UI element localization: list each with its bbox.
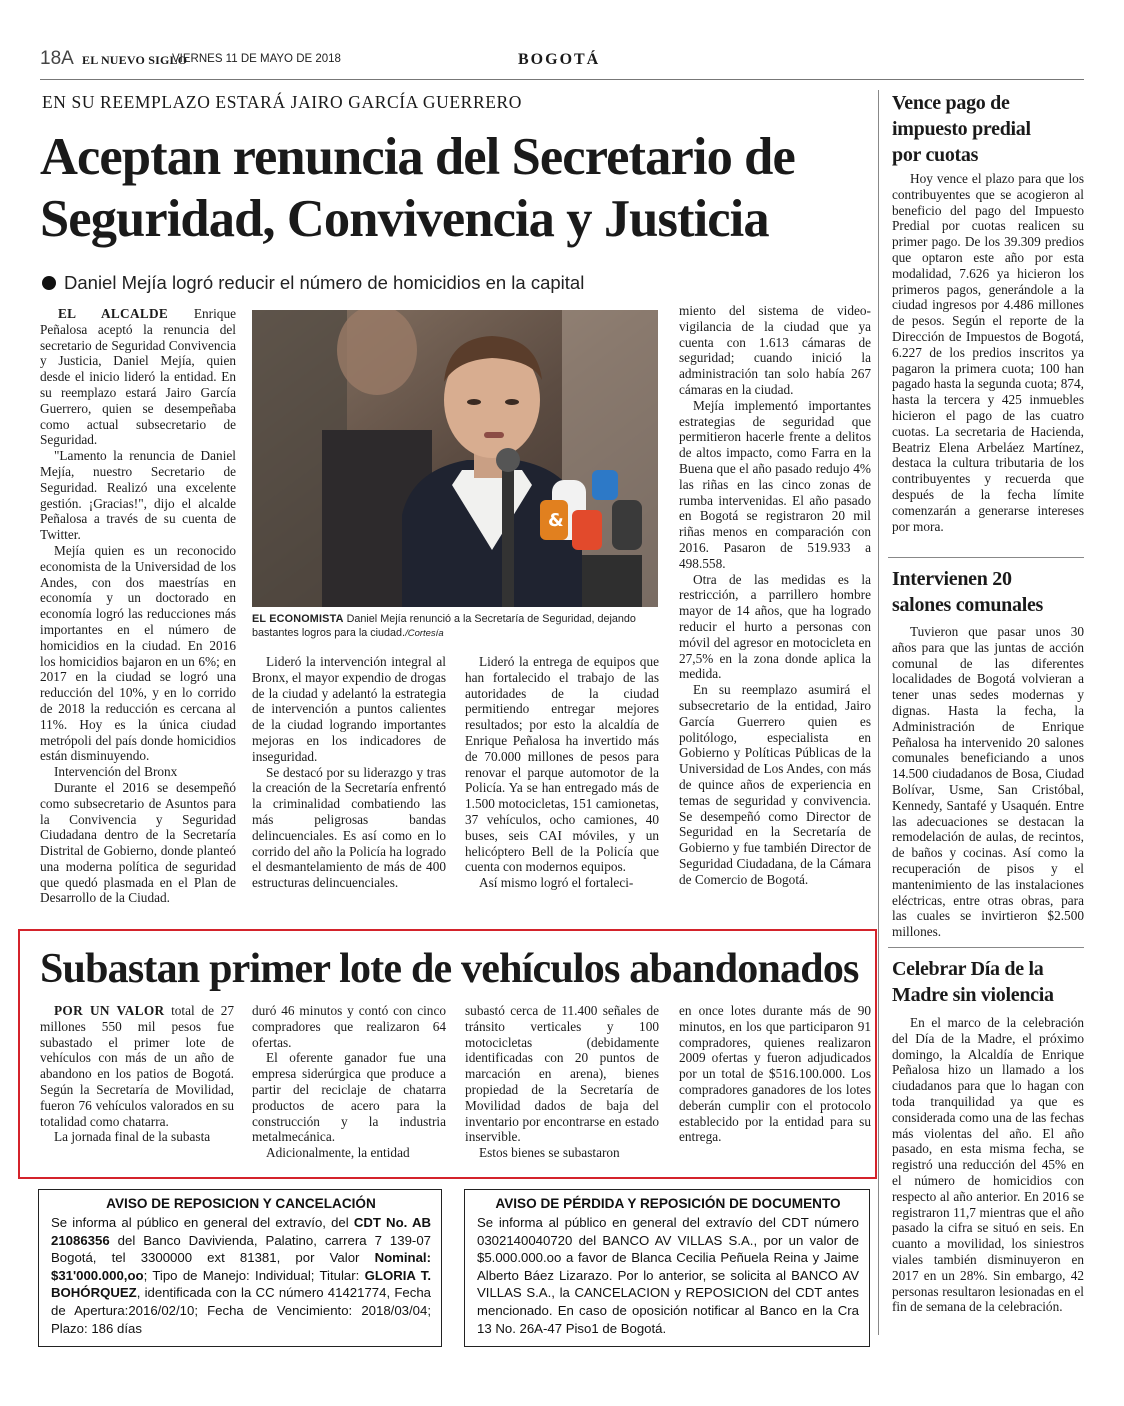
headline-line: Seguridad, Convivencia y Justicia (40, 190, 769, 248)
notice-text: , identificada con la CC número 41421774, Fecha de Apertura:2016/02/10; Fecha de Vencimiento: 2018/03/04; Plazo: 186 días (51, 1285, 431, 1336)
notice-text-bold: GLORIA T. BOHÓRQUEZ (51, 1267, 431, 1301)
sidebar-body-salones (892, 624, 1084, 940)
paragraph-text: total de 27 millones 550 mil pesos fue subastado el primer lote de vehículos con más de un año de abandono en los patios de Bogotá. Según la Secretaría de Movilidad, fueron 76 vehículos valorados en su totalidad como chatarra. (40, 1003, 234, 1129)
notice-body (51, 1214, 431, 1337)
sidebar-divider (888, 947, 1084, 948)
paragraph: En su reemplazo asumirá el subsecretario de la entidad, Jairo García Guerrero quien es politólogo, especialista en Gobierno y Políticas Públicas de la Universidad de Los Andes, con más de quince años de experiencia en temas de seguridad y convivencia. Se desempeñó como Director de Seguridad en la Secretaría de Gobierno y fue también Director de Seguridad Ciudadana, de la Cámara de Comercio de Bogotá. (679, 682, 871, 887)
sidebar-body-madre (892, 1015, 1084, 1315)
paragraph: Así mismo logró el fortaleci- (479, 875, 634, 891)
notice-body: Se informa al público en general del extravío del CDT número 0302140040720 del BANCO AV VILLAS S.A., por un valor de $5.000.000.oo a favor de Blanca Cecilia Peñuela Reina y Jaime Alberto Báez Lizarazo. Por lo anterior, se solicita al BANCO AV VILLAS S.A., la CANCELACION y REPOSICION del CDT antes mencionado. En caso de oposición notificar al Banco en la Cra 13 No. 26A-47 Piso1 de Bogotá. (477, 1215, 859, 1336)
paragraph (40, 1003, 234, 1129)
article-column-2 (252, 654, 446, 891)
paragraph: En el marco de la celebración del Día de la Madre, el próximo domingo, la Alcaldía de Enrique Peñalosa hizo un llamado a los ciudadanos para que lo hagan con toda tranquilidad ya que es considerada como una de las fechas más violentas del año. El año pasado, en esta misma fecha, se registró una reducción del 45% en el número de homicidios con respecto al año anterior. En 2016 se registraron 11,7 mientras que el año pasado la cifra se situó en seis. En cuanto a movilidad, los siniestros viales también disminuyeron en 2017 en un 28%. Sin embargo, 42 personas resultaron lesionadas en el fin de semana de la celebración. (892, 1015, 1084, 1315)
article-photo (252, 310, 658, 607)
paragraph: Se destacó por su liderazgo y tras la creación de la Secretaría enfrentó la criminalidad combatiendo las más peligrosas bandas delincuenciales. Es así como en lo corrido del año la Policía ha logrado el desmantelamiento de más de 400 estructuras delincuenciales. (252, 764, 446, 891)
lead-in: POR UN VALOR (54, 1003, 165, 1018)
subhead-text: Daniel Mejía logró reducir el número de homicidios en la capital (64, 272, 585, 293)
subasta-headline: Subastan primer lote de vehículos abandonados (40, 946, 859, 992)
notice-text-bold: CDT No. AB 21086356 (51, 1215, 431, 1248)
paragraph: Durante el 2016 se desempeñó como subsecretario de Asuntos para la Convivencia y Seguridad Ciudadana dentro de la Secretaría Distrital de Gobierno, donde planteó una moderna política de seguridad que quedó plasmada en el Plan de Desarrollo de la Ciudad. (40, 779, 236, 906)
caption-lead: EL ECONOMISTA (252, 613, 344, 625)
headline-line: Aceptan renuncia del Secretario de (40, 128, 795, 186)
notice-text: ; Tipo de Manejo: Individual; Titular: (143, 1267, 365, 1283)
subasta-column-1 (40, 1003, 234, 1145)
issue-date: VIERNES 11 DE MAYO DE 2018 (172, 53, 341, 65)
article-column-1 (40, 306, 236, 906)
sidebar-divider (888, 557, 1084, 558)
notice-text-bold: Nominal: $31'000.000,oo (51, 1250, 431, 1283)
notice-text: del Banco Davivienda, Palatino, carrera 7 139-07 Bogotá, tel 3300000 ext 81381, por Valor (51, 1232, 431, 1266)
notice-text: Se informa al público en general del extravío, del (51, 1215, 354, 1230)
paragraph: Mejía quien es un reconocido economista de la Universidad de los Andes, con dos maestrías en economía y un doctorado en economía logró las reducciones más importantes en el número de homicidios en la ciudad. En 2016 los homicidios bajaron en un 6%; en 2017 en la ciudad se logró una reducción del 10%, y en lo corrido de 2018 la reducción es cercana al 11%. Hoy es la única ciudad metrópoli del país donde homicidios están disminuyendo. (40, 542, 236, 764)
article-column-3 (465, 654, 659, 891)
column-divider (878, 90, 879, 1335)
paragraph-text: Enrique Peñalosa aceptó la renuncia del secretario de Seguridad Convivencia y Justicia, Daniel Mejía, quien desde el inicio lideró la entidad. En su reemplazo estará Jairo García Guerrero, quien se desempeñaba como actual subsecretario de Seguridad. (40, 306, 236, 448)
newspaper-name: EL NUEVO SIGLO (82, 53, 188, 67)
article-subhead (42, 272, 584, 294)
paragraph: Mejía implementó importantes estrategias de seguridad que permitieron hacerle frente a delitos de altos impacto, como Farra en la Buena que el año pasado redujo 4% las riñas en las cinco zonas de rumba intervenidas. El año pasado en Bogotá se registraron 20 mil riñas menos en comparación con 2016. Pasaron de 519.933 a 498.558. (679, 397, 871, 571)
bullet-icon (42, 276, 56, 290)
page-header (40, 46, 1084, 80)
paragraph: Hoy vence el plazo para que los contribuyentes que se acogieron al beneficio del pago del Impuesto Predial por cuotas realicen su primer pago. De los 39.309 predios que optaron este año por esta modalidad, 7.626 ya hicieron los primeros pagos, generándole a la ciudad ingresos por 4.486 millones de pesos. Según el reporte de la Dirección de Impuestos de Bogotá, 6.227 de los predios inscritos ya pagaron la primera cuota; 100 han pagado hasta la segunda cuota; 874, hasta la tercera y 425 inmuebles hicieron el pago de las cuatro cuotas. La secretaria de Hacienda, Beatriz Elena Arbeláez Martínez, destaca la cultura tributaria de los contribuyentes y recuerda que después de la fecha límite comenzarán a generarse intereses por mora. (892, 171, 1084, 534)
sidebar-body-predial (892, 171, 1084, 534)
paragraph: "Lamento la renuncia de Daniel Mejía, nuestro Secretario de Seguridad. Realizó una excelente gestión. ¡Gracias!", dijo el alcalde Peñalosa a través de su cuenta de Twitter. (40, 448, 236, 543)
article-kicker: EN SU REEMPLAZO ESTARÁ JAIRO GARCÍA GUERRERO (42, 92, 523, 112)
portrait-image (252, 310, 658, 607)
sidebar-title-salones: Intervienen 20 salones comunales (892, 568, 1044, 616)
lead-in: EL ALCALDE (58, 306, 169, 321)
inline-subhead: Intervención del Bronx (54, 764, 178, 780)
paragraph: duró 46 minutos y contó con cinco compradores que realizaron 64 ofertas. (252, 1003, 446, 1050)
article-headline (40, 126, 870, 250)
paragraph: en once lotes durante más de 90 minutos, en los que participaron 91 compradores, quienes realizaron 2009 ofertas y fueron adjudicados por un total de $516.100.000. Los compradores ganadores de los lotes deberán cumplir con el protocolo establecido por la entidad para su entrega. (679, 1003, 871, 1145)
caption-text: Daniel Mejía renunció a la Secretaría de Seguridad, dejando bastantes logros para la ciudad. (252, 613, 636, 639)
subasta-column-2 (252, 1003, 446, 1161)
page-number: 18A (40, 48, 74, 69)
paragraph: Tuvieron que pasar unos 30 años para que las juntas de acción comunal de las diferentes localidades de Bogotá volvieran a tener unas sedes modernas y dignas. Hasta la fecha, la Administración de Enrique Peñalosa ha intervenido 20 salones comunales beneficiando a unos 14.500 ciudadanos de Bosa, Ciudad Bolívar, Usme, San Cristóbal, Kennedy, Santafé y Usaquén. Entre las adecuaciones se destacan la remodelación de aulas, de recintos, de baños y cocinas. Así como la recuperación de pisos y el mantenimiento de las instalaciones eléctricas, entre otras obras, para las cuales se invirtieron $2.500 millones. (892, 624, 1084, 940)
paragraph: La jornada final de la subasta (54, 1129, 211, 1145)
photo-credit: /Cortesía (405, 628, 444, 639)
photo-caption (252, 612, 664, 641)
sidebar-title-madre: Celebrar Día de la Madre sin violencia (892, 958, 1054, 1006)
paragraph: Lideró la intervención integral al Bronx, el mayor expendio de drogas de la ciudad y adelantó la estrategia de intervención a puntos calientes de la ciudad logrando importantes mejoras en los indicadores de inseguridad. (252, 654, 446, 764)
paragraph: Otra de las medidas es la restricción, a parrillero hombre mayor de 14 años, que ha logrado reducir el hurto a personas con móvil del agresor en motocicleta en 27,5% en la zona donde aplica la medida. (679, 571, 871, 682)
svg-text:&: & (548, 510, 564, 531)
paragraph: miento del sistema de video-vigilancia de la ciudad que ya cuenta con 1.613 cámaras de seguridad; cuando inició la administración tan solo había 267 cámaras en la ciudad. (679, 303, 871, 397)
subasta-column-3 (465, 1003, 659, 1161)
section-name: BOGOTÁ (518, 51, 601, 68)
subasta-column-4 (679, 1003, 871, 1145)
sidebar-title-predial: Vence pago de impuesto predial por cuotas (892, 92, 1031, 166)
paragraph: Lideró la entrega de equipos que han fortalecido el trabajo de las autoridades de la ciudad permitiendo entregar mejores resultados; por esto la alcaldía de Enrique Peñalosa ha invertido más de 70.000 millones de pesos para renovar el parque automotor de la Policía. Ya se han entregado más de 1.500 motocicletas, 151 camionetas, 37 vehículos, ocho camiones, 40 buses, seis CAI móviles, y un helicóptero Bell de la Policía que cuenta con modernos equipos. (465, 654, 659, 875)
paragraph: El oferente ganador fue una empresa siderúrgica que produce a partir del reciclaje de chatarra productos de acero para la construcción y la industria metalmecánica. (252, 1050, 446, 1145)
notice-box-2 (464, 1189, 870, 1347)
notice-title: AVISO DE PÉRDIDA Y REPOSICIÓN DE DOCUMENTO (495, 1196, 841, 1211)
notice-title: AVISO DE REPOSICION Y CANCELACIÓN (106, 1196, 376, 1211)
paragraph: subastó cerca de 11.400 señales de tránsito verticales y 100 motocicletas (debidamente identificadas con 20 puntos de marcación en arena), bienes propiedad de la Secretaría de Movilidad dados de baja del inventario por encontrarse en estado inservible. (465, 1003, 659, 1145)
article-column-4 (679, 303, 871, 887)
paragraph: Adicionalmente, la entidad (266, 1145, 410, 1161)
notice-box-1 (38, 1189, 442, 1347)
paragraph (40, 306, 236, 448)
paragraph: Estos bienes se subastaron (479, 1145, 620, 1161)
